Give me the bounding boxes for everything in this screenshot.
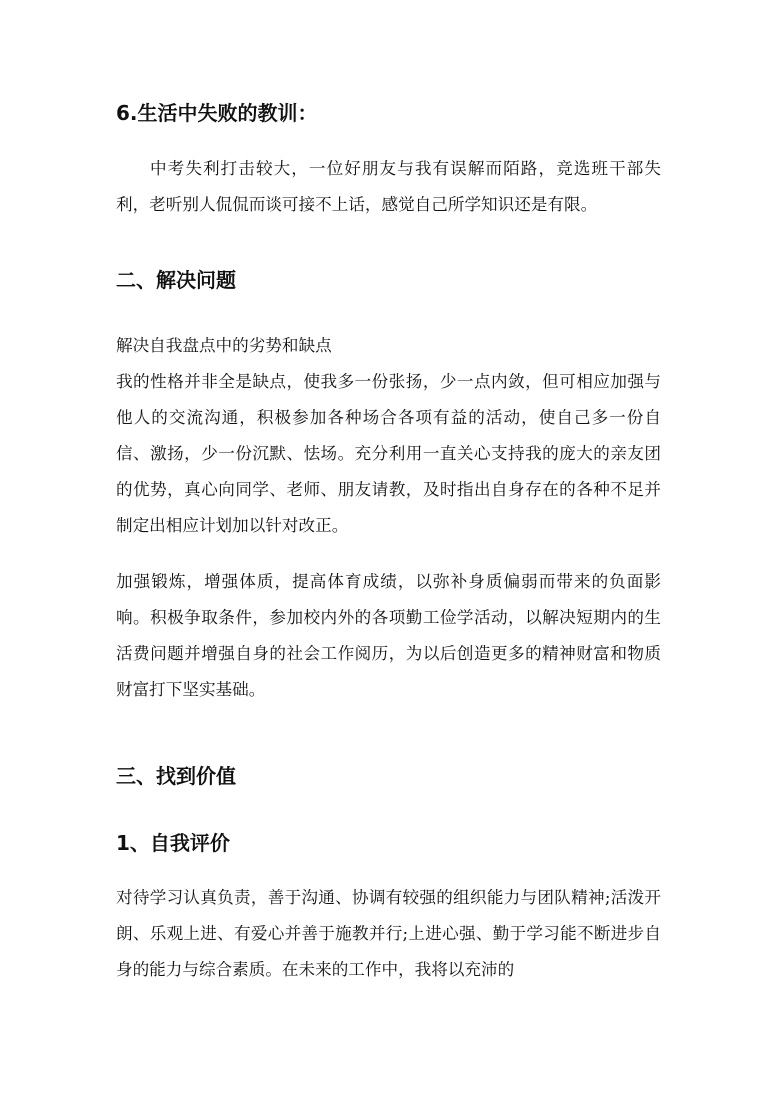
subheading-weakness-fix: 解决自我盘点中的劣势和缺点 bbox=[116, 336, 332, 355]
section-heading-solve-problems: 二、解决问题 bbox=[116, 268, 236, 292]
paragraph-failure-lessons: 中考失利打击较大，一位好朋友与我有误解而陌路，竞选班干部失利，老听别人侃侃而谈可接不上话，感觉自己所学知识还是有限。 bbox=[116, 159, 661, 214]
paragraph-self-evaluation: 对待学习认真负责，善于沟通、协调有较强的组织能力与团队精神;活泼开朗、乐观上进、有爱心并善于施教并行;上进心强、勤于学习能不断进步自身的能力与综合素质。在未来的工作中，我将以充沛的 bbox=[116, 888, 661, 979]
paragraph-personality: 我的性格并非全是缺点，使我多一份张扬，少一点内敛，但可相应加强与他人的交流沟通，积极参加各种场合各项有益的活动，使自己多一份自信、激扬，少一份沉默、怯场。充分利用一直关心支持我的庞大的亲友团的优势，真心向同学、老师、朋友请教，及时指出自身存在的各种不足并制定出相应计划加以针对改正。 bbox=[116, 372, 661, 535]
subsection-heading-self-evaluation: 1、自我评价 bbox=[116, 831, 230, 855]
section-heading-find-value: 三、找到价值 bbox=[116, 764, 236, 788]
section-heading-failure-lessons: 6.生活中失败的教训： bbox=[116, 101, 318, 125]
paragraph-exercise: 加强锻炼，增强体质，提高体育成绩，以弥补身质偏弱而带来的负面影响。积极争取条件，参加校内外的各项勤工俭学活动，以解决短期内的生活费问题并增强自身的社会工作阅历，为以后创造更多的精神财富和物质财富打下坚实基础。 bbox=[116, 572, 661, 699]
